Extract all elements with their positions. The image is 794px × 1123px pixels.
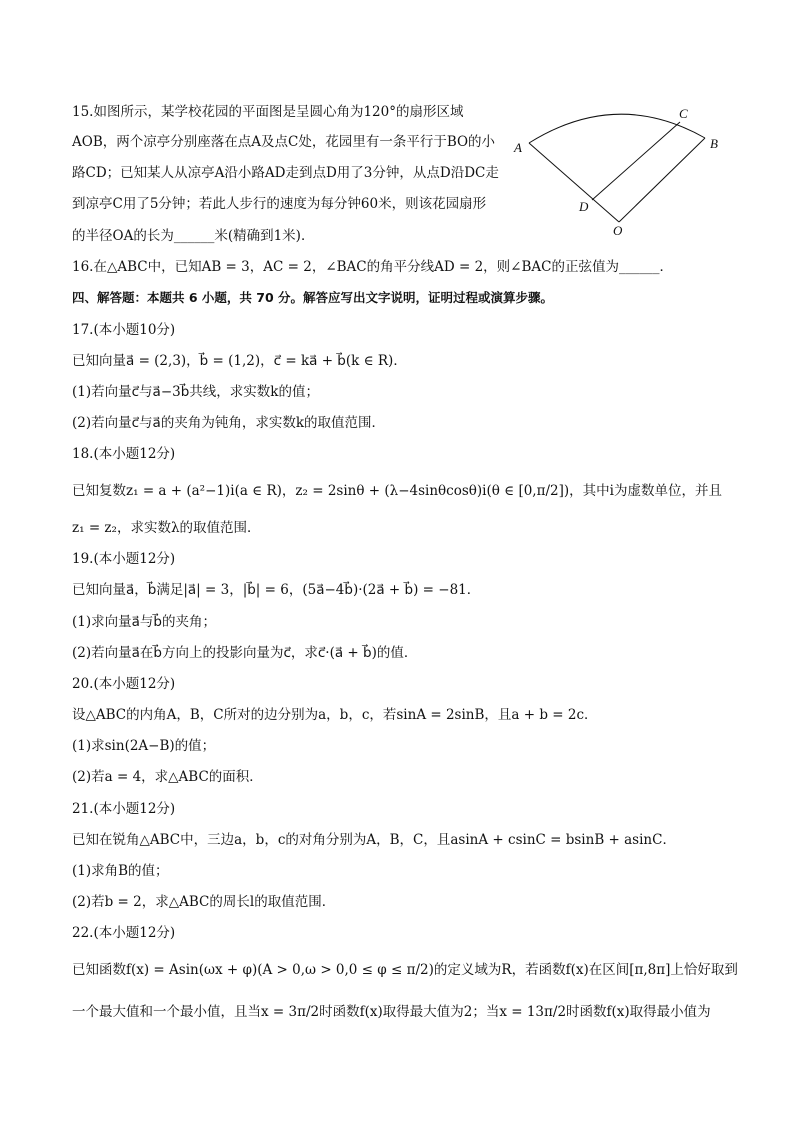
q22-line-2: 一个最大值和一个最小值，且当x = 3π/2时函数f(x)取得最大值为2；当x = 13π/2时函数f(x)取得最小值为 xyxy=(72,1004,711,1020)
q17-line-1: 已知向量a⃗ = (2,3)，b⃗ = (1,2)，c⃗ = ka⃗ + b⃗(k ∈ R)． xyxy=(72,353,407,369)
q19-line-1: 已知向量a⃗，b⃗满足|a⃗| = 3，|b⃗| = 6，(5a⃗−4b⃗)·(2a⃗ + b⃗) = −81． xyxy=(72,582,481,598)
q22-title: 22.(本小题12分) xyxy=(72,925,176,941)
q15-line-2: AOB，两个凉亭分别座落在点A及点C处，花园里有一条平行于BO的小 xyxy=(72,134,496,150)
q19-line-3: (2)若向量a⃗在b⃗方向上的投影向量为c⃗，求c⃗·(a⃗ + b⃗)的值． xyxy=(72,645,418,661)
q16-line: 16.在△ABC中，已知AB = 3，AC = 2，∠BAC的角平分线AD = 2，则∠BAC的正弦值为______． xyxy=(72,259,673,275)
q15-line-1: 15.如图所示，某学校花园的平面图是呈圆心角为120°的扇形区域 xyxy=(72,104,464,120)
label-C: C xyxy=(679,106,688,121)
section-4-header: 四、解答题：本题共 6 小题，共 70 分。解答应写出文字说明，证明过程或演算步骤。 xyxy=(72,290,554,305)
q21-line-3: (2)若b = 2，求△ABC的周长l的取值范围． xyxy=(72,894,336,910)
q20-line-3: (2)若a = 4，求△ABC的面积． xyxy=(72,769,263,785)
sector-figure xyxy=(505,100,735,240)
q18-title: 18.(本小题12分) xyxy=(72,446,176,462)
q18-line-2: z₁ = z₂，求实数λ的取值范围． xyxy=(72,520,261,536)
label-D: D xyxy=(579,199,589,214)
q17-line-2: (1)若向量c⃗与a⃗−3b⃗共线，求实数k的值； xyxy=(72,384,319,400)
q21-line-2: (1)求角B的值； xyxy=(72,863,169,879)
label-B: B xyxy=(710,136,718,151)
label-A: A xyxy=(514,140,522,155)
q15-line-3: 路CD；已知某人从凉亭A沿小路AD走到点D用了3分钟，从点D沿DC走 xyxy=(72,165,499,181)
q20-title: 20.(本小题12分) xyxy=(72,676,176,692)
q17-line-3: (2)若向量c⃗与a⃗的夹角为钝角，求实数k的取值范围． xyxy=(72,415,385,431)
q19-line-2: (1)求向量a⃗与b⃗的夹角； xyxy=(72,614,216,630)
q20-line-1: 设△ABC的内角A，B，C所对的边分别为a，b，c，若sinA = 2sinB，且a + b = 2c． xyxy=(72,707,598,723)
q19-title: 19.(本小题12分) xyxy=(72,551,176,567)
q22-line-1: 已知函数f(x) = Asin(ωx + φ)(A > 0,ω > 0,0 ≤ φ ≤ π/2)的定义域为R，若函数f(x)在区间[π,8π]上恰好取到 xyxy=(72,962,738,978)
q17-title: 17.(本小题10分) xyxy=(72,322,176,338)
q15-line-5: 的半径OA的长为______米(精确到1米)． xyxy=(72,228,315,244)
q21-title: 21.(本小题12分) xyxy=(72,801,176,817)
segment-OB xyxy=(619,138,705,222)
q21-line-1: 已知在锐角△ABC中，三边a，b，c的对角分别为A，B，C，且asinA + csinC = bsinB + asinC． xyxy=(72,832,676,848)
segment-OA xyxy=(529,143,619,222)
q20-line-2: (1)求sin(2A−B)的值； xyxy=(72,738,216,754)
q15-line-4: 到凉亭C用了5分钟；若此人步行的速度为每分钟60米，则该花园扇形 xyxy=(72,196,487,212)
q18-line-1: 已知复数z₁ = a + (a²−1)i(a ∈ R)，z₂ = 2sinθ + (λ−4sinθcosθ)i(θ ∈ [0,π/2])，其中i为虚数单位，并且 xyxy=(72,483,722,499)
segment-CD xyxy=(592,122,680,200)
label-O: O xyxy=(613,223,623,238)
